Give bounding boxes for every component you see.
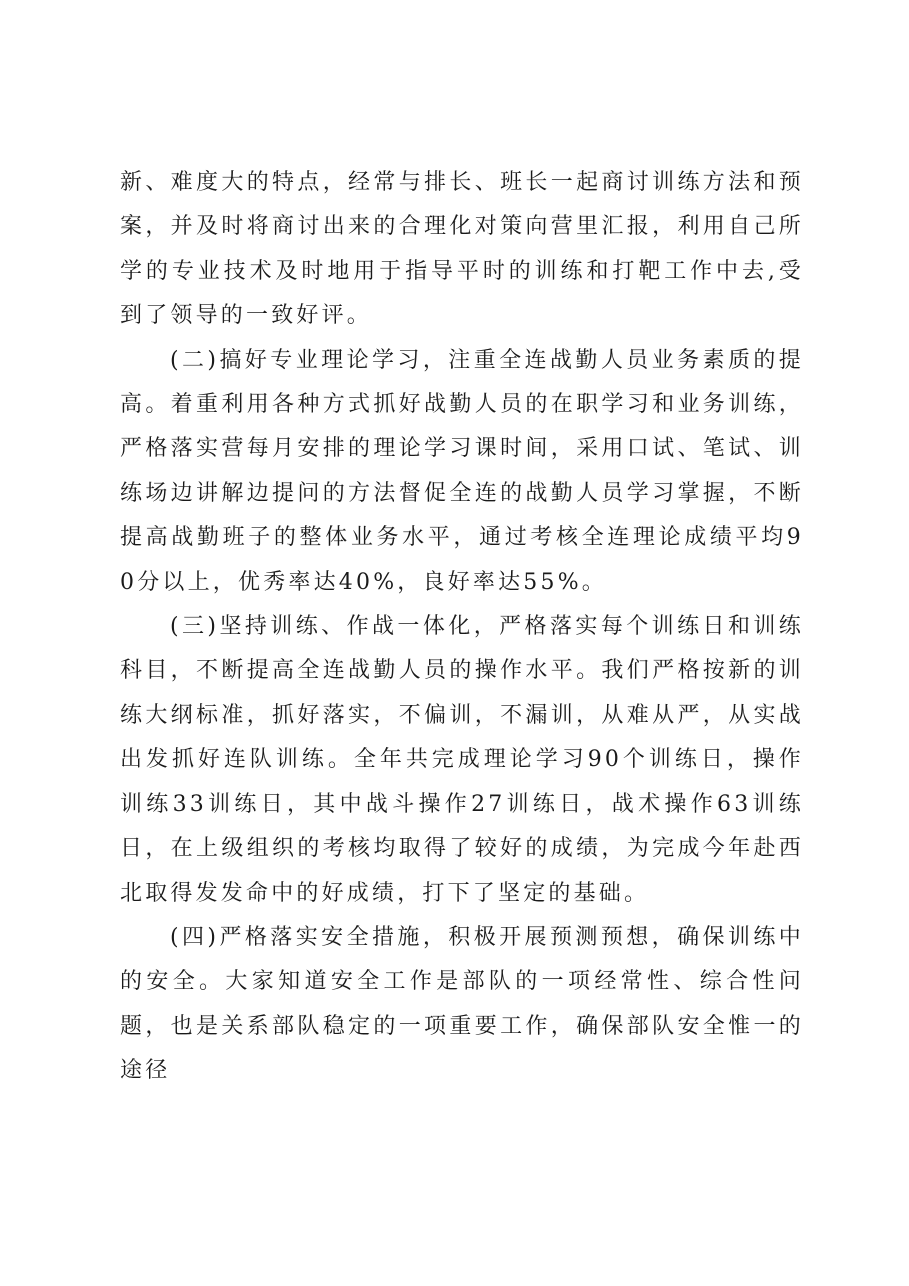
document-body [120, 161, 804, 1094]
paragraph-continuation: 新、难度大的特点，经常与排长、班长一起商讨训练方法和预案，并及时将商讨出来的合理化对策向营里汇报，利用自己所学的专业技术及时地用于指导平时的训练和打靶工作中去,受到了领导的一致好评。 [120, 170, 804, 329]
paragraph-theory-study: (二)搞好专业理论学习，注重全连战勤人员业务素质的提高。着重利用各种方式抓好战勤人员的在职学习和业务训练，严格落实营每月安排的理论学习课时间，采用口试、笔试、训练场边讲解边提问的方法督促全连的战勤人员学习掌握，不断提高战勤班子的整体业务水平，通过考核全连理论成绩平均90分以上，优秀率达40%，良好率达55%。 [120, 347, 804, 595]
paragraph-training-combat: (三)坚持训练、作战一体化，严格落实每个训练日和训练科目，不断提高全连战勤人员的操作水平。我们严格按新的训练大纲标准，抓好落实，不偏训，不漏训，从难从严，从实战出发抓好连队训练。全年共完成理论学习90个训练日，操作训练33训练日，其中战斗操作27训练日，战术操作63训练日，在上级组织的考核均取得了较好的成绩，为完成今年赴西北取得发发命中的好成绩，打下了坚定的基础。 [120, 614, 804, 906]
paragraph-safety-measures: (四)严格落实安全措施，积极开展预测预想，确保训练中的安全。大家知道安全工作是部队的一项经常性、综合性问题，也是关系部队稳定的一项重要工作，确保部队安全惟一的途径 [120, 924, 804, 1084]
